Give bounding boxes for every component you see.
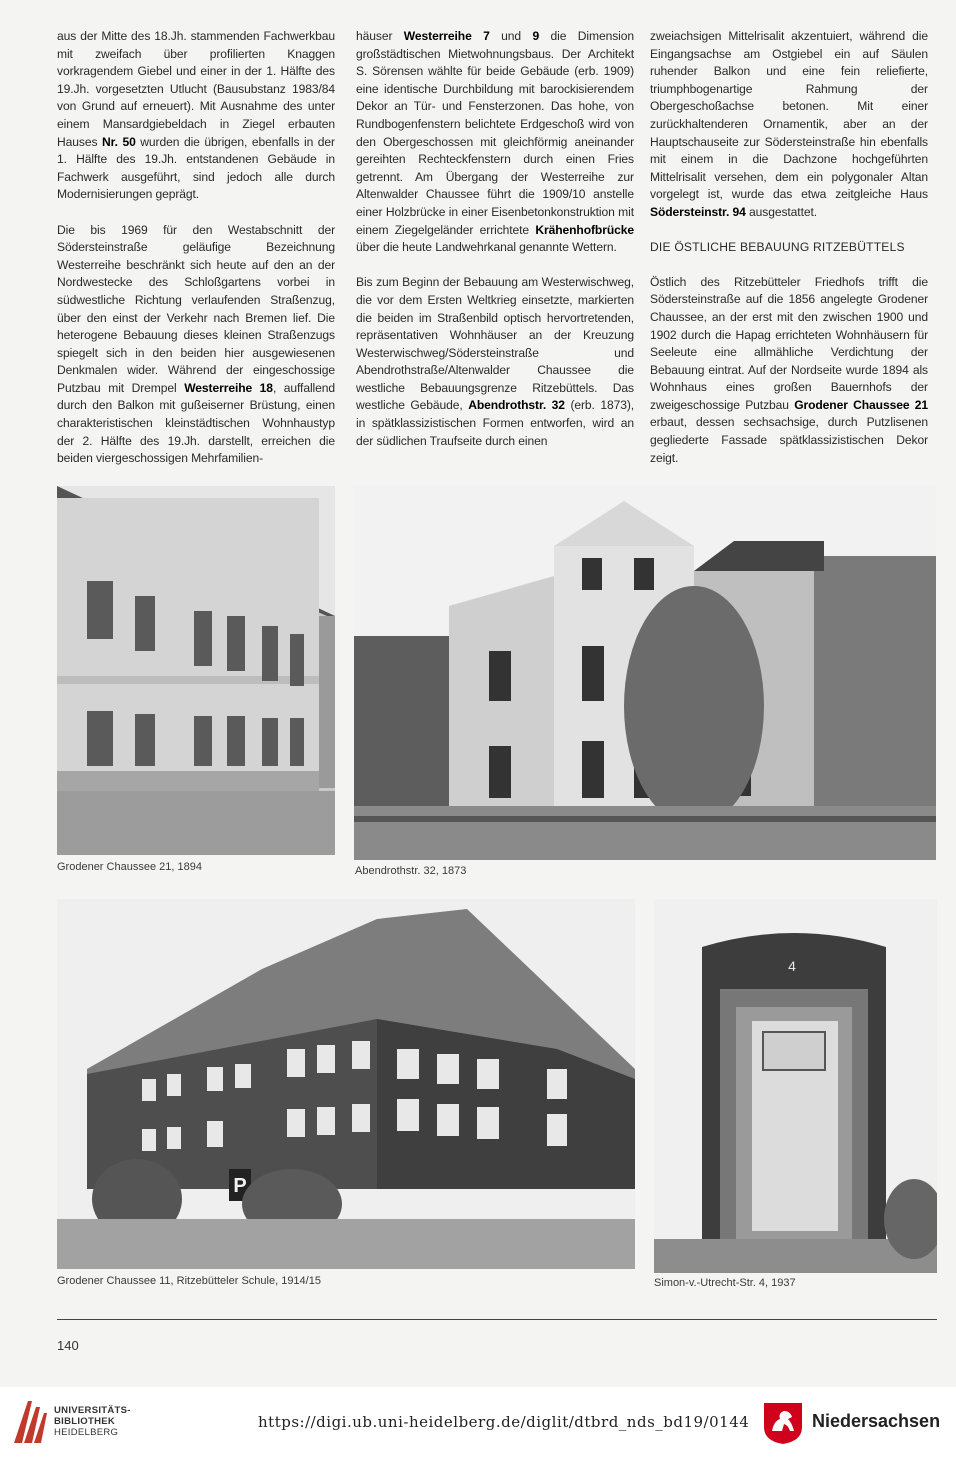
caption-photo-1: Grodener Chaussee 21, 1894 [57,861,202,873]
ref-abendrothstr-32: Abendrothstr. 32 [468,398,565,413]
caption-photo-3: Grodener Chaussee 11, Ritzebütteler Schule, 1914/15 [57,1275,321,1287]
caption-photo-4: Simon-v.-Utrecht-Str. 4, 1937 [654,1277,796,1289]
school-illustration [57,899,635,1269]
paragraph: Bis zum Beginn der Bebauung am Westerwischweg, die vor dem Ersten Weltkrieg einsetzte, markierten die beiden im Straßenbild optisch hervortretenden, repräsentativen Wohnhäuser an der Kreuzung Westerwischweg/Södersteinstraße und Abendrothstraße/Altenwalder Chaussee die westliche Bebauungsgrenze Ritzebüttels. Das westliche Gebäude, Abendrothstr. 32 (erb. 1873), in spätklassizistischen Formen entworfen, wird an der südlichen Traufseite durch einen [356,275,635,448]
source-url-link[interactable]: https://digi.ub.uni-heidelberg.de/diglit/dtbrd_nds_bd19/0144 [258,1413,750,1431]
building-illustration [57,486,335,855]
ref-grodener-chaussee-21: Grodener Chaussee 21 [794,397,928,412]
photo-grodener-chaussee-21 [57,486,335,855]
paragraph: zweiachsigen Mittelrisalit akzentuiert, während die Eingangsachse am Ostgiebel ein auf Säulen ruhender Balkon und eine fein reliefierte, triumphbogenartige Rahmung der Obergeschoßachse betonen. Mit einer zurückhaltenderen Ornamentik, aber an der Hauptschauseite zur Södersteinstraße hin ebenfalls mit einem in die Dachzone hochgeführten Mittelrisalit versehen, dem ein polygonaler Altan vorgelegt ist, wurde das etwa zeitgleiche Haus Södersteinstr. 94 ausgestattet. [650,29,928,219]
section-heading: DIE ÖSTLICHE BEBAUUNG RITZEBÜTTELS [650,240,905,255]
photo-grodener-chaussee-11 [57,899,635,1269]
ref-westerreihe-7: Westerreihe 7 [403,29,490,43]
digitization-footer [0,1387,956,1459]
ref-westerreihe-9: 9 [532,29,540,43]
text-column-2 [356,28,634,468]
niedersachsen-horse-crest-icon [762,1401,804,1445]
house-number: 4 [788,958,796,974]
ref-kraehenhofbruecke: Krähenhofbrücke [535,222,634,237]
parking-sign-letter: P [233,1175,247,1197]
paragraph: häuser Westerreihe 7 und 9 die Dimension großstädtischen Mietwohnungsbaus. Der Architekt S. Sörensen wählte für beide Gebäude (erb. 1909) eine identische Durchbildung mit barockisierendem Dekor an Tür- und Fensterzonen. Das hohe, von Rundbogenfenstern belichtete Erdgeschoß wird von den Obergeschossen mit gleichförmig aneinander gereihten Rechteckfenstern durch einen Fries getrennt. Am Übergang der Westerreihe zur Altenwalder Chaussee führt die 1909/10 anstelle einer Holzbrücke in einer Eisenbetonkonstruktion mit einem Ziegelgeländer errichtete Krähenhofbrücke über die heute Landwehrkanal genannte Wettern. [356,29,634,255]
paragraph: aus der Mitte des 18.Jh. stammenden Fachwerkbau mit zweifach über profilierten Knaggen vorkragendem Giebel und einer in der 1. Hälfte des 19.Jh. vorgesetzten Utlucht (Bausubstanz 1983/84 von Grund auf erneuert). Mit Ausnahme des unter einem Mansardgiebeldach in Ziegel erbauten Hauses Nr. 50 wurden die übrigen, ebenfalls in der 1. Hälfte des 19.Jh. entstandenen Gebäude in Fachwerk ausgeführt, sind jedoch alle durch Modernisierungen geprägt. [57,29,335,202]
doorway-illustration [654,899,937,1273]
text-column-3 [650,28,928,485]
caption-photo-2: Abendrothstr. 32, 1873 [355,865,467,877]
university-library-logo-icon [10,1399,48,1445]
ref-nr-50: Nr. 50 [102,134,136,149]
paragraph: Die bis 1969 für den Westabschnitt der Södersteinstraße geläufige Bezeichnung Westerreihe beschränkt sich heute auf den an der Nordwestecke des Schloßgartens vorbei in südwestliche Richtung verlaufenden Straßenzug, über den einst der Verkehr nach Bremen lief. Die heterogene Bebauung dieses kleinen Straßenzugs spiegelt sich in den beiden hier ausgewiesenen Denkmalen wider. Während der eingeschossige Putzbau mit Drempel Westerreihe 18, auffallend durch den Balkon mit gußeiserner Brüstung, einen charakteristischen kleinstädtischen Wohnhaustyp der 2. Hälfte des 19.Jh. darstellt, erreichen die beiden viergeschossigen Mehrfamilien- [57,222,335,466]
photo-simon-v-utrecht-str-4 [654,899,937,1273]
paragraph: Östlich des Ritzebütteler Friedhofs trifft die Södersteinstraße auf die 1856 angelegte Grodener Chaussee, an der erst mit den zwischen 1900 und 1902 durch die Hapag errichteten Wohnhäusern für Seeleute eine allmähliche Verdichtung der Bebauung eintrat. Auf der Nordseite wurde 1894 als Wohnhaus eines großen Bauernhofs der zweigeschossige Putzbau Grodener Chaussee 21 erbaut, dessen sechsachsige, durch Putzlisenen gegliederte Fassade spätklassizistischen Dekor zeigt. [650,274,928,465]
ref-suedersteinstr-94: Södersteinstr. 94 [650,204,746,219]
villa-illustration [354,486,936,860]
ref-westerreihe-18: Westerreihe 18 [184,380,273,395]
page-number: 140 [57,1338,79,1353]
footer-rule [57,1319,937,1320]
photo-abendrothstr-32 [354,486,936,860]
niedersachsen-wordmark: Niedersachsen [812,1411,941,1431]
text-column-1 [57,28,335,485]
university-library-name: UNIVERSITÄTS- BIBLIOTHEK HEIDELBERG [54,1405,131,1438]
